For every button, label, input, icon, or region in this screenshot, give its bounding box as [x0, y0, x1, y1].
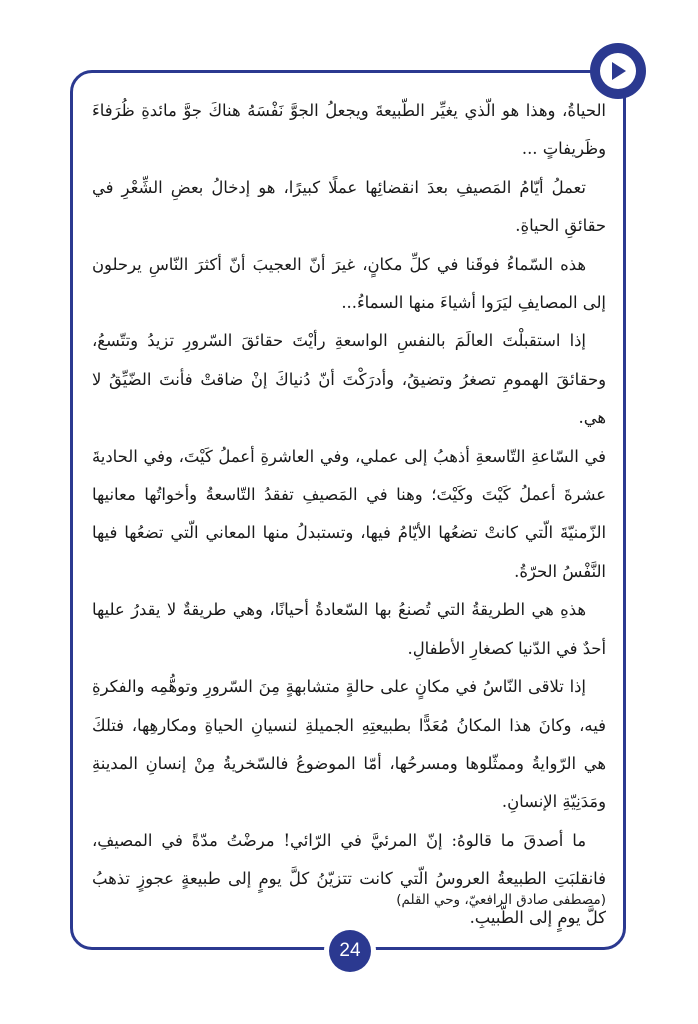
play-icon-ring	[600, 53, 636, 89]
paragraph-7: إذا تلاقى النّاسُ في مكانٍ على حالةٍ متشابهةٍ مِنَ السّرورِ وتوهُّمِه والفكرةِ فيه، وكانَ هذا المكانُ مُعَدًّا بطبيعتِهِ الجميلةِ لنسيانِ الحياةِ ومكارهِها، فتلكَ هي الرّوايةُ وممثّلوها ومسرحُها، أمّا الموضوعُ فالسّخريةُ مِنْ إنسانِ المدينةِ ومَدَنِيّةِ الإنسانِ.	[92, 677, 606, 812]
source-citation: (مصطفى صادق الرافعيّ، وحي القلم)	[396, 892, 606, 908]
paragraph-3: هذه السّماءُ فوقَنا في كلِّ مكانٍ، غيرَ أنّ العجيبَ أنّ أكثرَ النّاسِ يرحلون إلى المصايفِ ليَرَوا أشياءَ منها السماءُ...	[92, 254, 606, 313]
paragraph-4: إذا استقبلْتَ العالَمَ بالنفسِ الواسعةِ رأيْتَ حقائقَ السّرورِ تزيدُ وتتّسعُ، وحقائقَ الهمومِ تصغرُ وتضيقُ، وأدرَكْتَ أنّ دُنياكَ إنْ ضاقتْ فأنتَ الضّيِّقُ لا هي.	[92, 331, 606, 428]
article-body	[92, 92, 606, 937]
play-icon	[609, 61, 627, 81]
page-number-badge: 24	[329, 930, 371, 972]
play-button[interactable]	[590, 43, 646, 99]
paragraph-6: هذهِ هي الطريقةُ التي تُصنعُ بها السّعادةُ أحيانًا، وهي طريقةٌ لا يقدرُ عليها أحدٌ في الدّنيا كصغارِ الأطفالِ.	[92, 600, 606, 658]
paragraph-2: تعملُ أيّامُ المَصيفِ بعدَ انقضائِها عملًا كبيرًا، هو إدخالُ بعضِ الشِّعْرِ في حقائقِ الحياةِ.	[92, 177, 606, 236]
paragraph-5: في السّاعةِ التّاسعةِ أذهبُ إلى عملي، وفي العاشرةِ أعملُ كَيْتَ، وفي الحاديةَ عشرةَ أعملُ كَيْتَ وكَيْتَ؛ وهنا في المَصيفِ تفقدُ التّاسعةُ وأخواتُها معانيها الزّمنيّةَ الّتي كانتْ تضعُها الأيّامُ فيها، وتستبدلُ منها المعاني الّتي تضعُها فيها النَّفْسُ الحرّةُ.	[92, 446, 606, 581]
paragraph-1: الحياةُ، وهذا هو الّذي يغيِّر الطّبيعةَ ويجعلُ الجوَّ نَفْسَهُ هناكَ جوَّ مائدةِ ظُرَفاءَ وظَريفاتٍ ...	[92, 101, 606, 159]
paragraph-8: ما أصدقَ ما قالوهُ: إنّ المرئيَّ في الرّائي! مرضْتُ مدّةً في المصيفِ، فانقلبَتِ الطبيعةُ العروسُ الّتي كانت تتزيّنُ كلَّ يومٍ إلى طبيعةٍ عجوزٍ تذهبُ كلَّ يومٍ إلى الطّبيبِ.	[92, 830, 606, 927]
